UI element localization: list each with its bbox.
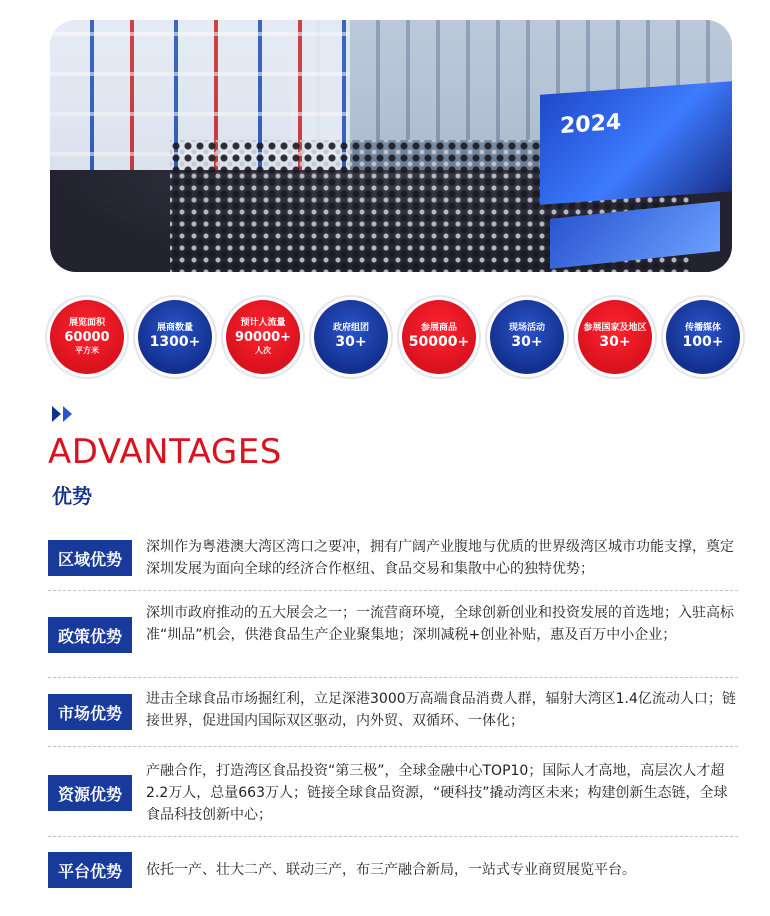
stat-value: 100+	[682, 334, 724, 350]
stat-label: 展览面积	[68, 318, 105, 328]
stat-badge-products	[402, 300, 476, 374]
stat-label: 政府组团	[332, 323, 369, 333]
advantage-tag: 资源优势	[48, 775, 132, 811]
stage-screen	[540, 81, 732, 204]
stats-row	[50, 300, 740, 380]
stat-badge-countries	[578, 300, 652, 374]
advantage-text: 进击全球食品市场掘红利，立足深港3000万高端食品消费人群，辐射大湾区1.4亿流动人口；链接世界，促进国内国际双区驱动，内外贸、双循环、一体化；	[146, 691, 736, 729]
hero-exhibition-photo	[50, 20, 732, 272]
stat-value: 90000+	[234, 330, 292, 345]
advantage-tag: 政策优势	[48, 617, 132, 653]
stat-unit: 平方米	[75, 346, 99, 355]
divider	[48, 677, 738, 678]
stat-label: 参展国家及地区	[583, 323, 647, 333]
stat-badge-area	[50, 300, 124, 374]
stat-label: 现场活动	[508, 323, 545, 333]
advantage-tag: 市场优势	[48, 694, 132, 730]
section-title-en: ADVANTAGES	[48, 432, 282, 472]
advantage-text: 产融合作，打造湾区食品投资“第三极”，全球金融中心TOP10；国际人才高地，高层次人才超2.2万人，总量663万人；链接全球食品资源，“硬科技”撬动湾区未来；构建创新生态链，全球食品科技创新中心；	[146, 763, 728, 823]
section-title-cn: 优势	[52, 484, 92, 508]
stage-year-text: 2024	[560, 109, 622, 140]
stat-label: 展商数量	[156, 323, 193, 333]
stat-unit: 人次	[255, 346, 271, 355]
stat-label: 传播媒体	[684, 323, 721, 333]
stat-label: 参展商品	[420, 323, 457, 333]
stat-value: 30+	[511, 334, 543, 350]
divider	[48, 836, 738, 837]
advantage-text: 深圳市政府推动的五大展会之一；一流营商环境，全球创新创业和投资发展的首选地；入驻高标准“圳品”机会，供港食品生产企业聚集地；深圳减税+创业补贴，惠及百万中小企业；	[146, 605, 734, 643]
stat-badge-exhibitors	[138, 300, 212, 374]
stat-badge-visitors	[226, 300, 300, 374]
stat-value: 30+	[335, 334, 367, 350]
stat-badge-onsite-events	[490, 300, 564, 374]
stat-value: 50000+	[408, 334, 470, 350]
advantage-text: 深圳作为粤港澳大湾区湾口之要冲，拥有广阔产业腹地与优质的世界级湾区城市功能支撑，奠定深圳发展为面向全球的经济合作枢纽、食品交易和集散中心的独特优势；	[146, 539, 734, 577]
advantage-text: 依托一产、壮大二产、联动三产，布三产融合新局，一站式专业商贸展览平台。	[146, 862, 636, 878]
divider	[48, 590, 738, 591]
stat-label: 预计人流量	[240, 318, 286, 328]
advantage-tag: 区域优势	[48, 540, 132, 576]
stat-value: 1300+	[149, 334, 201, 350]
double-chevron-right-icon	[52, 405, 92, 423]
stat-badge-government-delegations	[314, 300, 388, 374]
stat-badge-media	[666, 300, 740, 374]
advantage-tag: 平台优势	[48, 852, 132, 888]
stat-value: 60000	[64, 330, 110, 345]
divider	[48, 746, 738, 747]
stat-value: 30+	[599, 334, 631, 350]
